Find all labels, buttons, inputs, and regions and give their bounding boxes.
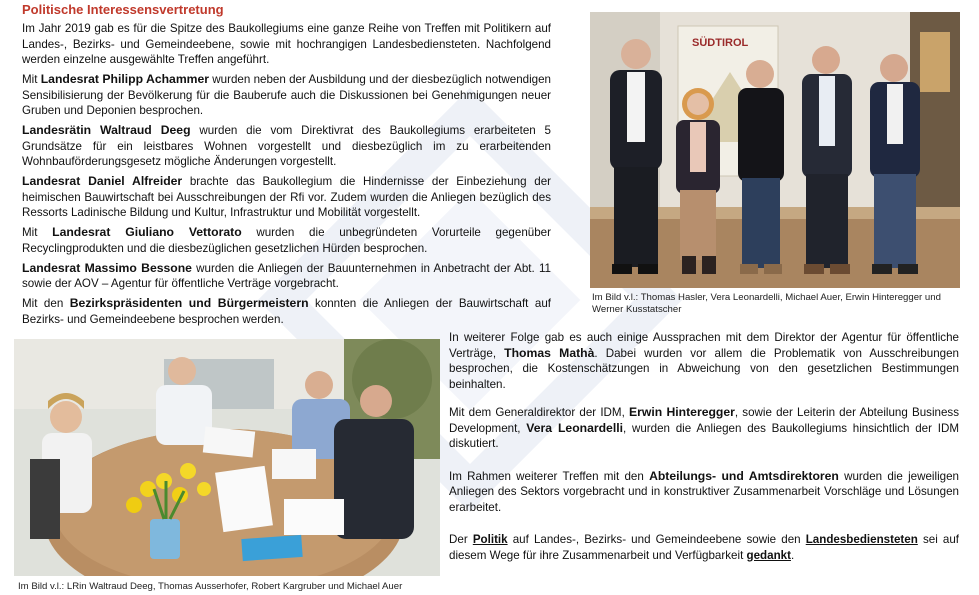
- paragraph-bold: Landesrat Daniel Alfreider: [22, 174, 183, 188]
- paragraph-bold: Landesrat Massimo Bessone: [22, 260, 192, 275]
- paragraph-intro: [22, 21, 551, 68]
- paragraph-underlined: Landesbediensteten: [805, 533, 918, 546]
- paragraph-text: , wurden die Anliegen des Baukollegiums hinsichtlich der IDM diskutiert.: [449, 421, 959, 450]
- paragraph-direktoren: [449, 469, 959, 516]
- paragraph-text: . Dabei wurden vor allem die Problematik von Ausschreibungen besprochen, die Kostenschätzungen in Abweichung von den gesetzlichen Bestimmungen beinhalten.: [449, 346, 959, 391]
- photo-caption-deeg: Im Bild v.l.: LRin Waltraud Deeg, Thomas Ausserhofer, Robert Kargruber und Michael Auer: [18, 581, 403, 592]
- paragraph-text: wurden die jeweiligen Anliegen des Sektors vorgebracht und in konstruktiver Zusammenarbeit Vorschläge und Lösungen erarbeitet.: [449, 469, 959, 514]
- paragraph-text: konnten die Anliegen der Bauwirtschaft auf Bezirks- und Gemeindeebene besprochen werden.: [22, 297, 551, 326]
- right-column: [449, 330, 959, 580]
- paragraph-buergermeister: [22, 296, 551, 327]
- section-heading: Politische Interessensvertretung: [22, 2, 224, 17]
- paragraph-deeg: [22, 123, 551, 170]
- paragraph-text: , sowie der Leiterin der Abteilung Business Development,: [449, 406, 960, 435]
- suedtirol-sign-text: SÜDTIROL: [692, 37, 749, 49]
- paragraph-matha: [449, 330, 959, 392]
- paragraph-text: Im Rahmen weiterer Treffen mit den: [449, 469, 650, 483]
- paragraph-bold: Abteilungs- und Amtsdirektoren: [649, 468, 839, 483]
- paragraph-bold: Landesrätin Waltraud Deeg: [22, 123, 191, 137]
- group-photo-idm: [590, 12, 960, 288]
- paragraph-alfreider: [22, 174, 551, 221]
- paragraph-text: Mit: [22, 226, 53, 239]
- paragraph-text: sei auf diesem Wege für ihre Zusammenarbeit und Verfügbarkeit: [449, 533, 960, 562]
- paragraph-text: Mit den: [22, 297, 70, 310]
- paragraph-bold: Erwin Hinteregger: [628, 405, 735, 419]
- meeting-photo-deeg-drawing: [14, 339, 440, 576]
- paragraph-bold: Landesrat Giuliano Vettorato: [52, 225, 242, 239]
- group-photo-idm-drawing: [590, 12, 960, 288]
- paragraph-vettorato: [22, 225, 551, 256]
- paragraph-idm: [449, 405, 959, 452]
- paragraph-text: auf Landes-, Bezirks- und Gemeindeebene sowie den: [507, 533, 806, 546]
- left-column: [22, 21, 551, 332]
- paragraph-text: Mit: [22, 73, 41, 86]
- paragraph-bold: Thomas Mathà: [504, 345, 595, 360]
- photo-caption-idm: Im Bild v.l.: Thomas Hasler, Vera Leonardelli, Michael Auer, Erwin Hinteregger und Werner Kusstatscher: [592, 292, 941, 315]
- paragraph-bold: Bezirkspräsidenten und Bürgermeistern: [69, 296, 309, 310]
- paragraph-text: Im Jahr 2019 gab es für die Spitze des Baukollegiums eine ganze Reihe von Treffen mit Politikern auf Landes-, Bezirks- und Gemeindeebene, sowie mit hochrangigen Landesbediensteten. Nachfolgend werden einzelne ausgewählte Treffen angeführt.: [22, 22, 551, 66]
- meeting-photo-deeg: [14, 339, 440, 576]
- paragraph-bold: Vera Leonardelli: [526, 420, 623, 435]
- paragraph-underlined: Politik: [472, 533, 508, 546]
- paragraph-text: brachte das Baukollegium die Hindernisse der Einbeziehung der heimischen Bauwirtschaft bei Ausschreibungen der Rfi vor. Zudem wurden die Anliegen bezüglich des Ressorts Ladinische Bildung und Kultur, Infrastruktur und Mobilität vorgestellt.: [22, 175, 551, 219]
- paragraph-bold: Landesrat Philipp Achammer: [40, 72, 210, 86]
- paragraph-dank: [449, 532, 959, 563]
- paragraph-text: wurden neben der Ausbildung und der diesbezüglich notwendigen Sensibilisierung der Bevölkerung für die Bauberufe auch die Diskussionen bei Genehmigungen neuer Gruben und Deponien besprochen.: [22, 73, 552, 117]
- paragraph-text: Mit dem Generaldirektor der IDM,: [449, 406, 629, 419]
- paragraph-text: In weiterer Folge gab es auch einige Aussprachen mit dem Direktor der Agentur für öffentliche Verträge,: [449, 331, 959, 360]
- paragraph-achammer: [22, 72, 551, 119]
- paragraph-text: wurden die unbegründeten Vorurteile gegenüber Recyclingprodukten und die diesbezüglichen gesetzlichen Hürden besprochen.: [22, 226, 551, 255]
- paragraph-bessone: [22, 261, 551, 292]
- paragraph-underlined: gedankt: [746, 548, 791, 562]
- paragraph-text: Der: [449, 533, 473, 546]
- person-figure: [610, 39, 662, 274]
- paragraph-text: .: [790, 548, 795, 562]
- paragraph-text: wurden die Anliegen der Bauunternehmen in Anbetracht der Abt. 11 sowie der AOV – Agentur für öffentliche Verträge vorgebracht.: [22, 261, 551, 290]
- paragraph-text: wurden die vom Direktivrat des Baukollegiums erarbeiteten 5 Grundsätze für ein leistbares Wohnen vorgestellt und diesbezüglich im zu erarbeitenden Wohnbauförderungsgesetz mögliche Änderungen vorgestellt.: [22, 124, 551, 168]
